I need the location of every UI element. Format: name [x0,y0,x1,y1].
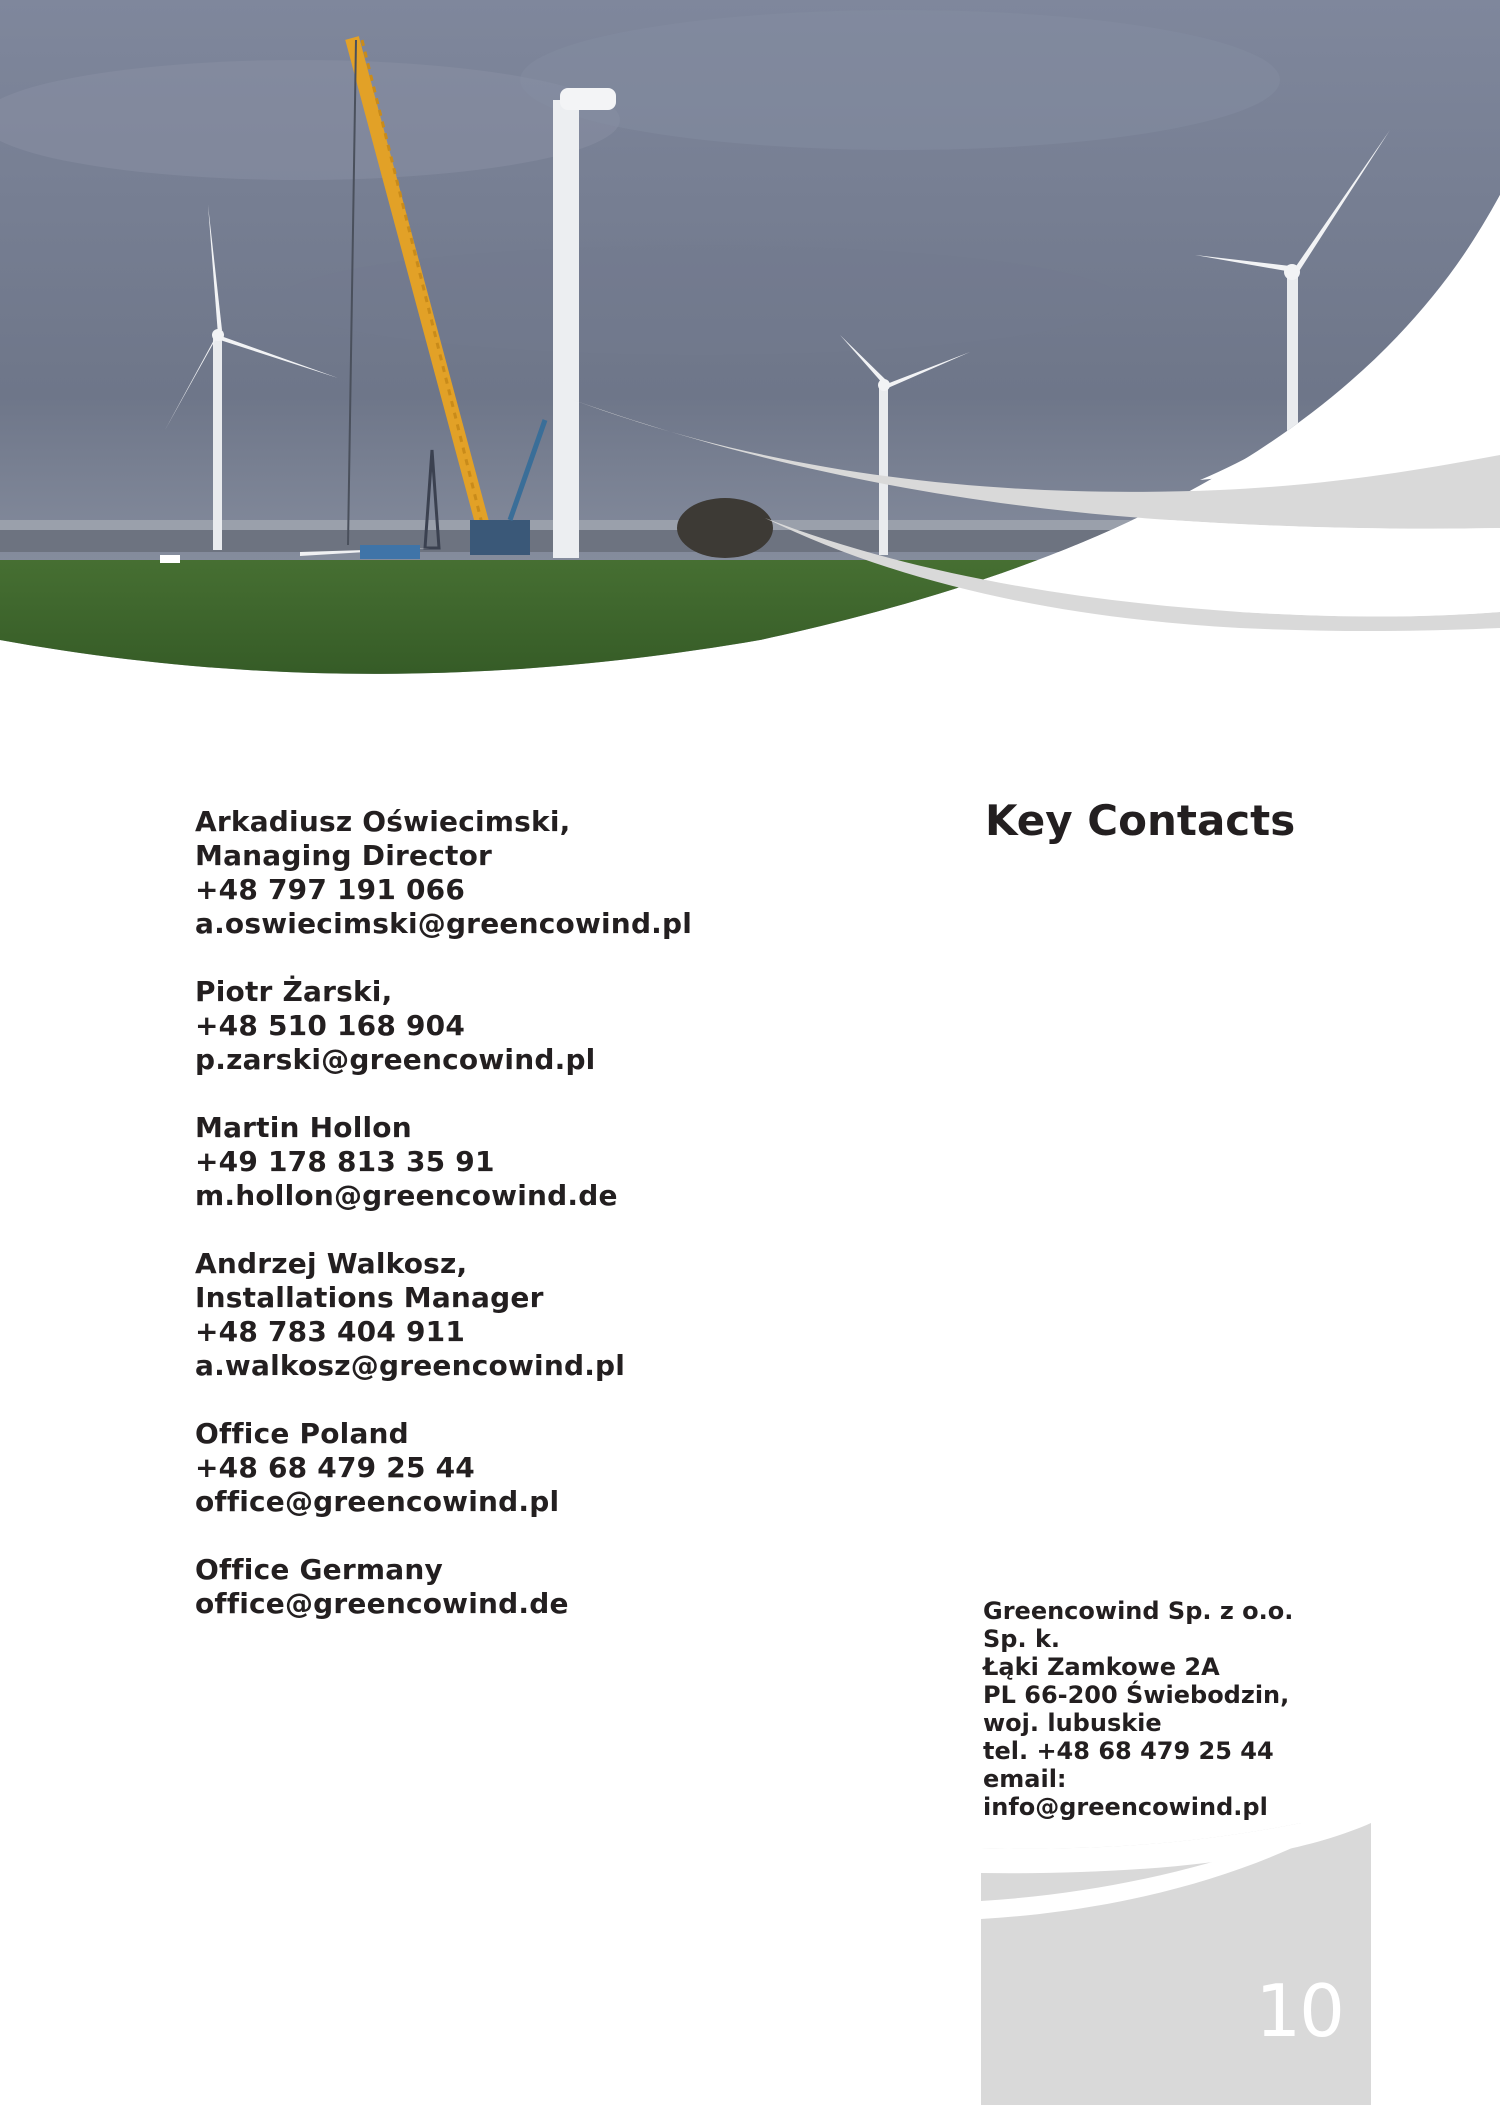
page-number: 10 [1255,1969,1343,2053]
contact-email: a.oswiecimski@greencowind.pl [195,907,693,940]
contact-card [195,1553,955,1621]
contact-name: Piotr Żarski, [195,975,393,1008]
hero-photo [0,0,1500,720]
contact-phone: +48 797 191 066 [195,873,466,906]
contact-phone: +49 178 813 35 91 [195,1145,495,1178]
contact-role: Managing Director [195,839,493,872]
address-city: PL 66-200 Świebodzin, woj. lubuskie [983,1681,1290,1737]
contact-email: office@greencowind.pl [195,1485,560,1518]
contact-email: a.walkosz@greencowind.pl [195,1349,626,1382]
contact-card [195,1417,955,1519]
address-email: email: info@greencowind.pl [983,1765,1268,1821]
contact-phone: +48 510 168 904 [195,1009,466,1042]
contact-card [195,1111,955,1213]
contact-name: Martin Hollon [195,1111,412,1144]
address-phone: tel. +48 68 479 25 44 [983,1737,1274,1765]
contact-card [195,975,955,1077]
contact-name: Andrzej Walkosz, [195,1247,468,1280]
contact-email: m.hollon@greencowind.de [195,1179,618,1212]
contact-name: Office Poland [195,1417,409,1450]
page-number-panel [981,1823,1371,2105]
contact-name: Arkadiusz Oświecimski, [195,805,571,838]
contact-card [195,1247,955,1383]
contact-phone: +48 68 479 25 44 [195,1451,475,1484]
contact-email: p.zarski@greencowind.pl [195,1043,596,1076]
contact-card [195,805,955,941]
page-title: Key Contacts [985,796,1296,845]
contact-name: Office Germany [195,1553,443,1586]
swoosh-decoration [981,1823,1371,2105]
contact-phone: +48 783 404 911 [195,1315,466,1348]
contacts-list [195,805,955,1655]
contact-role: Installations Manager [195,1281,544,1314]
address-company: Greencowind Sp. z o.o. Sp. k. [983,1597,1294,1653]
contact-email: office@greencowind.de [195,1587,569,1620]
company-address [983,1597,1343,1821]
address-street: Łąki Zamkowe 2A [983,1653,1220,1681]
